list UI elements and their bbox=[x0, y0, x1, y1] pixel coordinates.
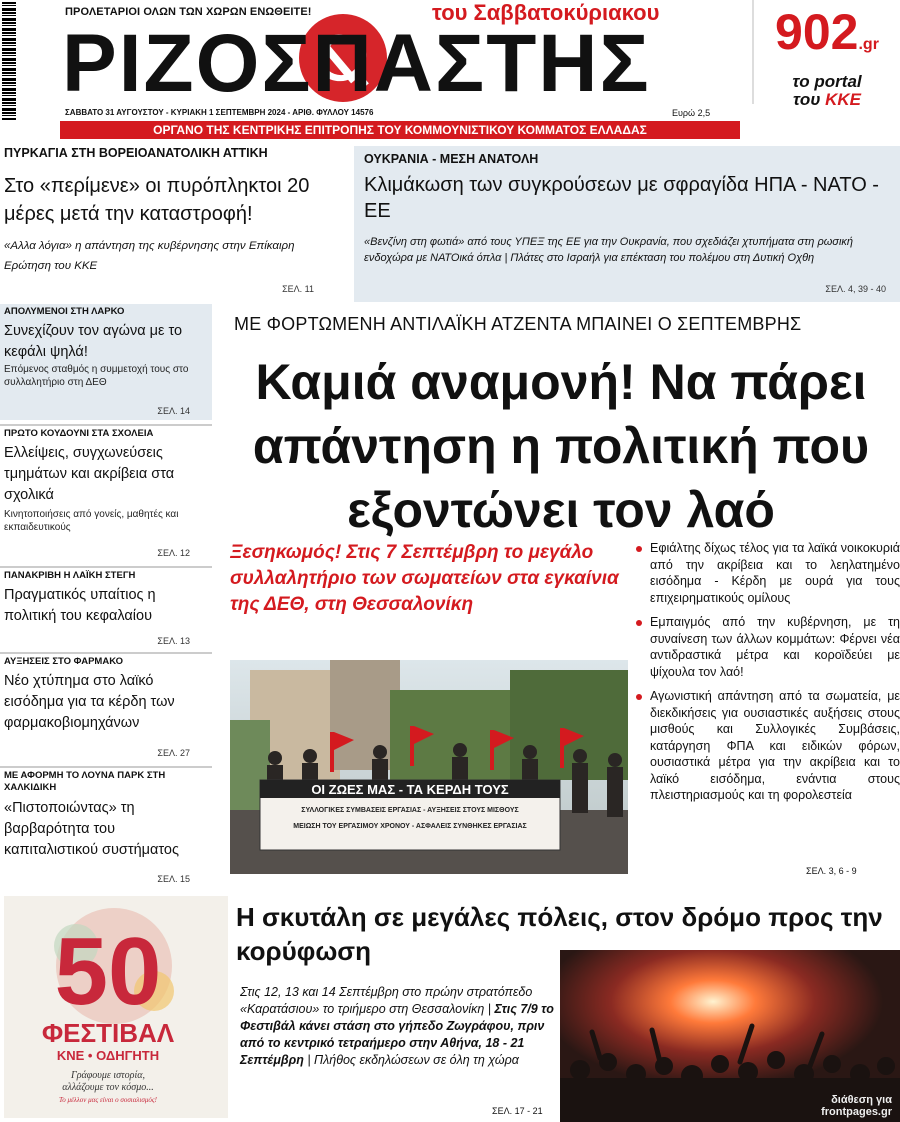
page-reference: ΣΕΛ. 13 bbox=[157, 636, 190, 646]
ad-902-number: 902.gr bbox=[775, 4, 879, 60]
brief-medicine[interactable] bbox=[0, 652, 212, 762]
festival-subtitle: ΚΝΕ • ΟΔΗΓΗΤΗ bbox=[56, 1048, 160, 1063]
festival-ad[interactable] bbox=[4, 896, 228, 1118]
festival-story-text: Στις 12, 13 και 14 Σεπτέμβρη στο πρώην στρατόπεδο «Καρατάσιου» το τριήμερο στη Θεσσαλονίκη | Στις 7/9 το Φεστιβάλ κάνει στάση στο γήπεδο Ζωγράφου, πριν από το κεντρικό τετραήμερο στην Αθήνα, 18 - 21 Σεπτέμβρη | Πλήθος εκδηλώσεων σε όλη τη χώρα bbox=[240, 985, 554, 1067]
bullet-item: Εμπαιγμός από την κυβέρνηση, με τη συναίνεση των άλλων κομμάτων: Φέρνει νέα αντιδραστικά μέτρα και κοροϊδεύει με ψίχουλα τον λαό! bbox=[636, 614, 900, 680]
newspaper-title: ΡΙΖΟΣΠΑΣΤΗΣ bbox=[62, 18, 651, 109]
page-reference: ΣΕΛ. 4, 39 - 40 bbox=[825, 284, 886, 294]
party-tagline: ΟΡΓΑΝΟ ΤΗΣ ΚΕΝΤΡΙΚΗΣ ΕΠΙΤΡΟΠΗΣ ΤΟΥ ΚΟΜΜΟΥΝΙΣΤΙΚΟΥ ΚΟΜΜΑΤΟΣ ΕΛΛΑΔΑΣ bbox=[60, 121, 740, 139]
brief-headline: Ελλείψεις, συγχωνεύσεις τμημάτων και ακρίβεια στα σχολικά bbox=[4, 445, 175, 503]
page-reference: ΣΕΛ. 12 bbox=[157, 548, 190, 558]
brief-summary: Κινητοποιήσεις από γονείς, μαθητές και εκπαιδευτικούς bbox=[4, 509, 179, 533]
brief-larco[interactable] bbox=[0, 304, 212, 420]
brief-headline: Πραγματικός υπαίτιος η πολιτική του κεφαλαίου bbox=[4, 587, 156, 624]
ad-902-line2: του ΚΚΕ bbox=[792, 90, 861, 109]
festival-title: ΦΕΣΤΙΒΑΛ bbox=[41, 1018, 175, 1048]
bullet-item: Εφιάλτης δίχως τέλος για τα λαϊκά νοικοκυριά από την ακρίβεια και το λεηλατημένο εισόδημα - Κέρδη με ουρά για τους επιχειρηματικούς ομίλους bbox=[636, 540, 900, 606]
brief-schools[interactable] bbox=[0, 424, 212, 562]
festival-slogan-1: Γράφουμε ιστορία, bbox=[71, 1070, 145, 1081]
page-reference: ΣΕΛ. 3, 6 - 9 bbox=[806, 866, 857, 876]
banner-line-2: ΜΕΙΩΣΗ ΤΟΥ ΕΡΓΑΣΙΜΟΥ ΧΡΟΝΟΥ - ΑΣΦΑΛΕΙΣ ΣΥΝΘΗΚΕΣ ΕΡΓΑΣΙΑΣ bbox=[293, 823, 527, 830]
story-kicker: ΟΥΚΡΑΝΙΑ - ΜΕΣΗ ΑΝΑΤΟΛΗ bbox=[364, 152, 539, 166]
festival-slogan-3: Το μέλλον μας είναι ο σοσιαλισμός! bbox=[58, 1096, 158, 1104]
main-story-bullets bbox=[636, 540, 900, 812]
brief-kicker: ΠΡΩΤΟ ΚΟΥΔΟΥΝΙ ΣΤΑ ΣΧΟΛΕΙΑ bbox=[4, 428, 154, 439]
page-reference: ΣΕΛ. 14 bbox=[157, 406, 190, 416]
dateline: ΣΑΒΒΑΤΟ 31 ΑΥΓΟΥΣΤΟΥ - ΚΥΡΙΑΚΗ 1 ΣΕΠΤΕΜΒΡΗ 2024 - ΑΡΙΘ. ΦΥΛΛΟΥ 14576 bbox=[65, 108, 374, 117]
brief-summary: Επόμενος σταθμός η συμμετοχή τους στο συλλαλητήριο στη ΔΕΘ bbox=[4, 364, 189, 388]
page-reference: ΣΕΛ. 27 bbox=[157, 748, 190, 758]
brief-kicker: ΠΑΝΑΚΡΙΒΗ Η ΛΑΪΚΗ ΣΤΕΓΗ bbox=[4, 570, 136, 581]
banner-title: ΟΙ ΖΩΕΣ ΜΑΣ - ΤΑ ΚΕΡΔΗ ΤΟΥΣ bbox=[311, 782, 509, 797]
festival-story-headline[interactable]: Η σκυτάλη σε μεγάλες πόλεις, στον δρόμο προς την κορύφωση bbox=[236, 902, 883, 966]
brief-luna-park[interactable] bbox=[0, 766, 212, 886]
festival-slogan-2: αλλάζουμε τον κόσμο... bbox=[62, 1082, 154, 1093]
page-reference: ΣΕΛ. 17 - 21 bbox=[492, 1106, 543, 1116]
brief-headline: «Πιστοποιώντας» τη βαρβαρότητα του καπιταλιστικού συστήματος bbox=[4, 800, 179, 858]
banner-line-1: ΣΥΛΛΟΓΙΚΕΣ ΣΥΜΒΑΣΕΙΣ ΕΡΓΑΣΙΑΣ - ΑΥΞΗΣΕΙΣ ΣΤΟΥΣ ΜΙΣΘΟΥΣ bbox=[301, 807, 519, 814]
ad-902-portal[interactable] bbox=[752, 0, 900, 109]
story-ukraine-middle-east[interactable] bbox=[354, 146, 900, 302]
briefs-column bbox=[0, 304, 212, 886]
image-credit: διάθεση για frontpages.gr bbox=[821, 1094, 892, 1118]
story-kicker: ΠΥΡΚΑΓΙΑ ΣΤΗ ΒΟΡΕΙΟΑΝΑΤΟΛΙΚΗ ΑΤΤΙΚΗ bbox=[4, 146, 268, 160]
demonstration-photo[interactable] bbox=[230, 660, 628, 874]
brief-kicker: ΑΠΟΛΥΜΕΝΟΙ ΣΤΗ ΛΑΡΚΟ bbox=[4, 306, 125, 317]
main-story-kicker: ΜΕ ΦΟΡΤΩΜΕΝΗ ΑΝΤΙΛΑΪΚΗ ΑΤΖΕΝΤΑ ΜΠΑΙΝΕΙ Ο ΣΕΠΤΕΜΒΡΗΣ bbox=[234, 314, 802, 334]
story-fire-victims[interactable] bbox=[4, 146, 344, 298]
page-reference: ΣΕΛ. 15 bbox=[157, 874, 190, 884]
brief-headline: Νέο χτύπημα στο λαϊκό εισόδημα για τα κέρδη των φαρμακοβιομηχάνων bbox=[4, 673, 175, 731]
bullet-item: Αγωνιστική απάντηση από τα σωματεία, με διεκδικήσεις για ουσιαστικές αυξήσεις στους μισθούς και Συλλογικές Συμβάσεις, κατάργηση ΦΠΑ και ειδικών φόρων, ουσιαστικά μέτρα για την ακρίβεια και το λαϊκό εισόδημα, ενάντια στους πλειστηριασμούς και τη φορολεστεία bbox=[636, 688, 900, 804]
story-headline: Στο «περίμενε» οι πυρόπληκτοι 20 μέρες μετά την καταστροφή! bbox=[4, 175, 310, 225]
story-summary: «Βενζίνη στη φωτιά» από τους ΥΠΕΞ της ΕΕ για την Ουκρανία, που σχεδιάζει χτυπήματα στη ρωσική ενδοχώρα με ΝΑΤΟικά όπλα | Πλάτες στο Ισραήλ για επέκταση του πολέμου στη Δυτική Οχθη bbox=[364, 236, 853, 264]
festival-number: 50 bbox=[54, 918, 162, 1025]
party-slogan: ΠΡΟΛΕΤΑΡΙΟΙ ΟΛΩΝ ΤΩΝ ΧΩΡΩΝ ΕΝΩΘΕΙΤΕ! bbox=[65, 6, 312, 18]
story-summary: «Αλλα λόγια» η απάντηση της κυβέρνησης στην Επίκαιρη Ερώτηση του ΚΚΕ bbox=[4, 240, 295, 272]
price: Ευρώ 2,5 bbox=[672, 108, 711, 118]
story-headline: Κλιμάκωση των συγκρούσεων με σφραγίδα ΗΠΑ - ΝΑΤΟ - ΕΕ bbox=[364, 174, 879, 222]
brief-headline: Συνεχίζουν τον αγώνα με το κεφάλι ψηλά! bbox=[4, 323, 183, 360]
edition-label: του Σαββατοκύριακου bbox=[432, 0, 660, 25]
brief-kicker: ΑΥΞΗΣΕΙΣ ΣΤΟ ΦΑΡΜΑΚΟ bbox=[4, 656, 124, 667]
main-story-headline[interactable]: Καμιά αναμονή! Να πάρει απάντηση η πολιτική που εξοντώνει τον λαό bbox=[252, 354, 870, 538]
brief-housing[interactable] bbox=[0, 566, 212, 648]
main-story-red-subhead: Ξεσηκωμός! Στις 7 Σεπτέμβρη το μεγάλο συλλαλητήριο των σωματείων στα εγκαίνια της ΔΕΘ, στη Θεσσαλονίκη bbox=[230, 542, 619, 615]
ad-902-line1: το portal bbox=[792, 72, 862, 91]
brief-kicker: ΜΕ ΑΦΟΡΜΗ ΤΟ ΛΟΥΝΑ ΠΑΡΚ ΣΤΗ ΧΑΛΚΙΔΙΚΗ bbox=[4, 770, 166, 793]
page-reference: ΣΕΛ. 11 bbox=[282, 284, 314, 294]
